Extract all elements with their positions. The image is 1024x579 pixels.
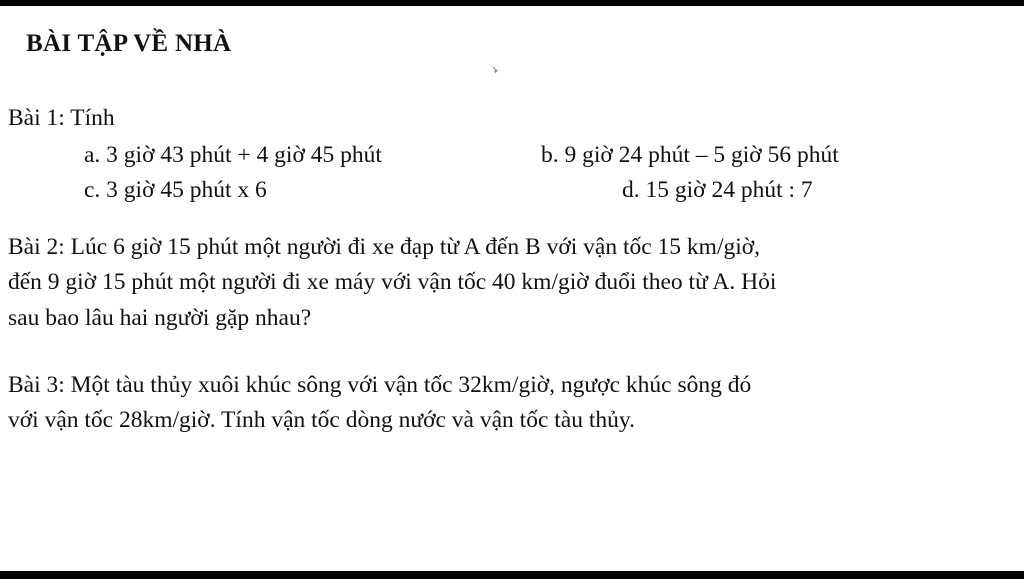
page-title: BÀI TẬP VỀ NHÀ bbox=[26, 30, 232, 57]
exercise-2-line-1: Bài 2: Lúc 6 giờ 15 phút một người đi xe đạp từ A đến B với vận tốc 15 km/giờ, bbox=[8, 234, 761, 260]
bottom-border bbox=[0, 571, 1024, 579]
exercise-1-item-b: b. 9 giờ 24 phút – 5 giờ 56 phút bbox=[541, 142, 839, 168]
exercise-3-line-2: với vận tốc 28km/giờ. Tính vận tốc dòng nước và vận tốc tàu thủy. bbox=[8, 407, 635, 433]
exercise-3-line-1: Bài 3: Một tàu thủy xuôi khúc sông với vận tốc 32km/giờ, ngược khúc sông đó bbox=[8, 372, 752, 398]
exercise-2-line-3: sau bao lâu hai người gặp nhau? bbox=[8, 305, 312, 331]
exercise-1-item-a: a. 3 giờ 43 phút + 4 giờ 45 phút bbox=[84, 142, 382, 168]
exercise-2-line-2: đến 9 giờ 15 phút một người đi xe máy với vận tốc 40 km/giờ đuổi theo từ A. Hỏi bbox=[8, 269, 777, 295]
exercise-1-item-c: c. 3 giờ 45 phút x 6 bbox=[84, 177, 267, 203]
top-border bbox=[0, 0, 1024, 6]
exercise-1-item-d: d. 15 giờ 24 phút : 7 bbox=[622, 177, 813, 203]
mouse-cursor-icon bbox=[492, 66, 498, 74]
exercise-1-heading: Bài 1: Tính bbox=[8, 105, 115, 131]
